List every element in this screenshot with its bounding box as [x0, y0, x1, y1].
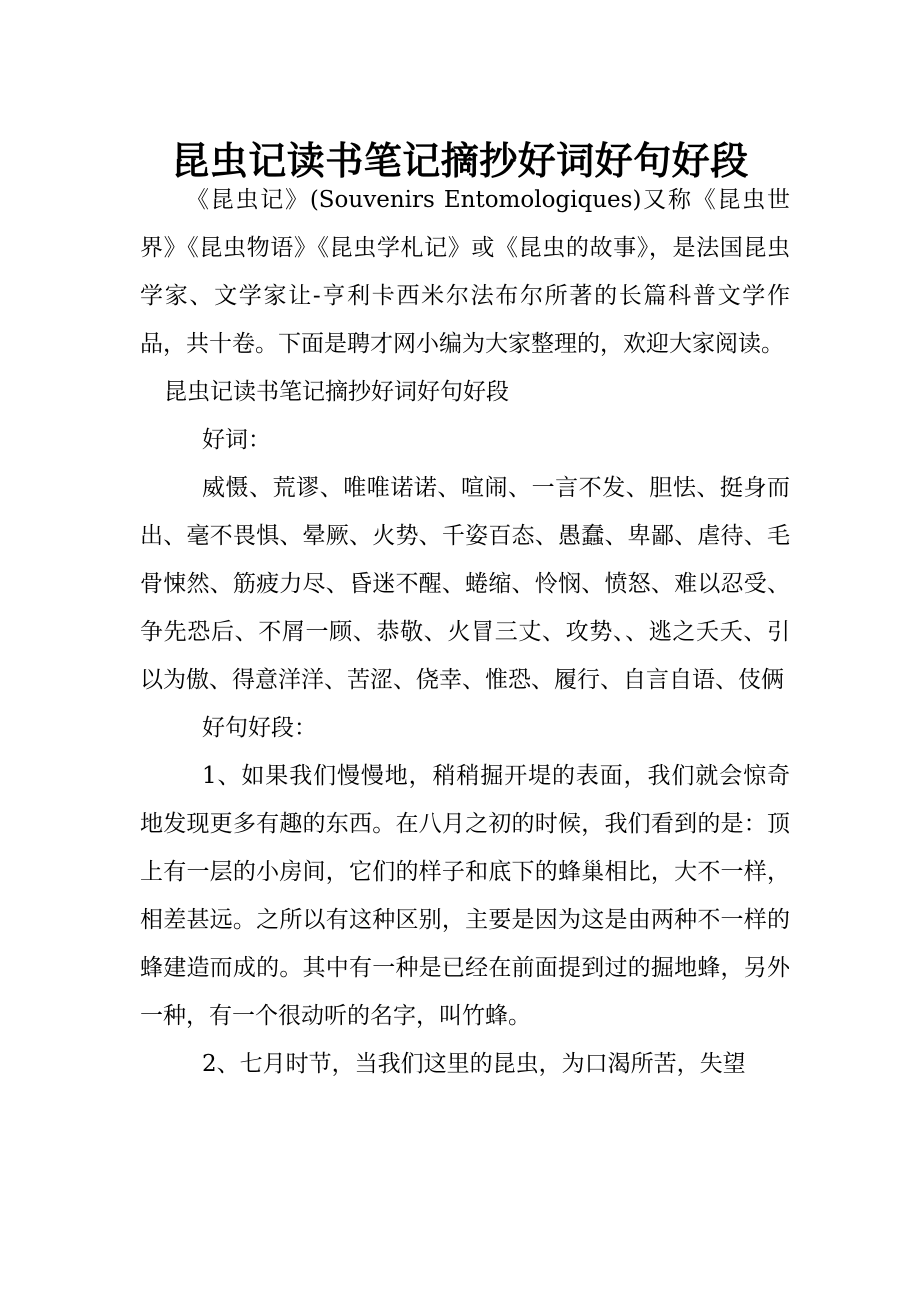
good-sentences-label: 好句好段： — [202, 715, 317, 741]
document-title: 昆虫记读书笔记摘抄好词好句好段 — [171, 139, 749, 184]
document-body — [140, 176, 790, 1088]
section-subheading: 昆虫记读书笔记摘抄好词好句好段 — [164, 379, 509, 405]
good-words-label: 好词： — [202, 427, 271, 453]
intro-paragraph: 《昆虫记》(Souvenirs Entomologiques)又称《昆虫世界》《昆虫物语》《昆虫学札记》或《昆虫的故事》，是法国昆虫学家、文学家让-亨利卡西米尔法布尔所著的长篇科普文学作品，共十卷。下面是聘才网小编为大家整理的，欢迎大家阅读。 — [140, 187, 790, 357]
good-words-list: 威慑、荒谬、唯唯诺诺、喧闹、一言不发、胆怯、挺身而出、毫不畏惧、晕厥、火势、千姿百态、愚蠢、卑鄙、虐待、毛骨悚然、筋疲力尽、昏迷不醒、蜷缩、怜悯、愤怒、难以忍受、争先恐后、不屑一顾、恭敬、火冒三丈、攻势、、逃之夭夭、引以为傲、得意洋洋、苦涩、侥幸、惟恐、履行、自言自语、伎俩 — [140, 475, 790, 693]
excerpt-paragraph-2: 2、七月时节，当我们这里的昆虫，为口渴所苦，失望 — [202, 1051, 746, 1077]
excerpt-paragraph-1: 1、如果我们慢慢地，稍稍掘开堤的表面，我们就会惊奇地发现更多有趣的东西。在八月之初的时候，我们看到的是：顶上有一层的小房间，它们的样子和底下的蜂巢相比，大不一样，相差甚远。之所以有这种区别，主要是因为这是由两种不一样的蜂建造而成的。其中有一种是已经在前面提到过的掘地蜂，另外一种，有一个很动听的名字，叫竹蜂。 — [140, 763, 790, 1029]
